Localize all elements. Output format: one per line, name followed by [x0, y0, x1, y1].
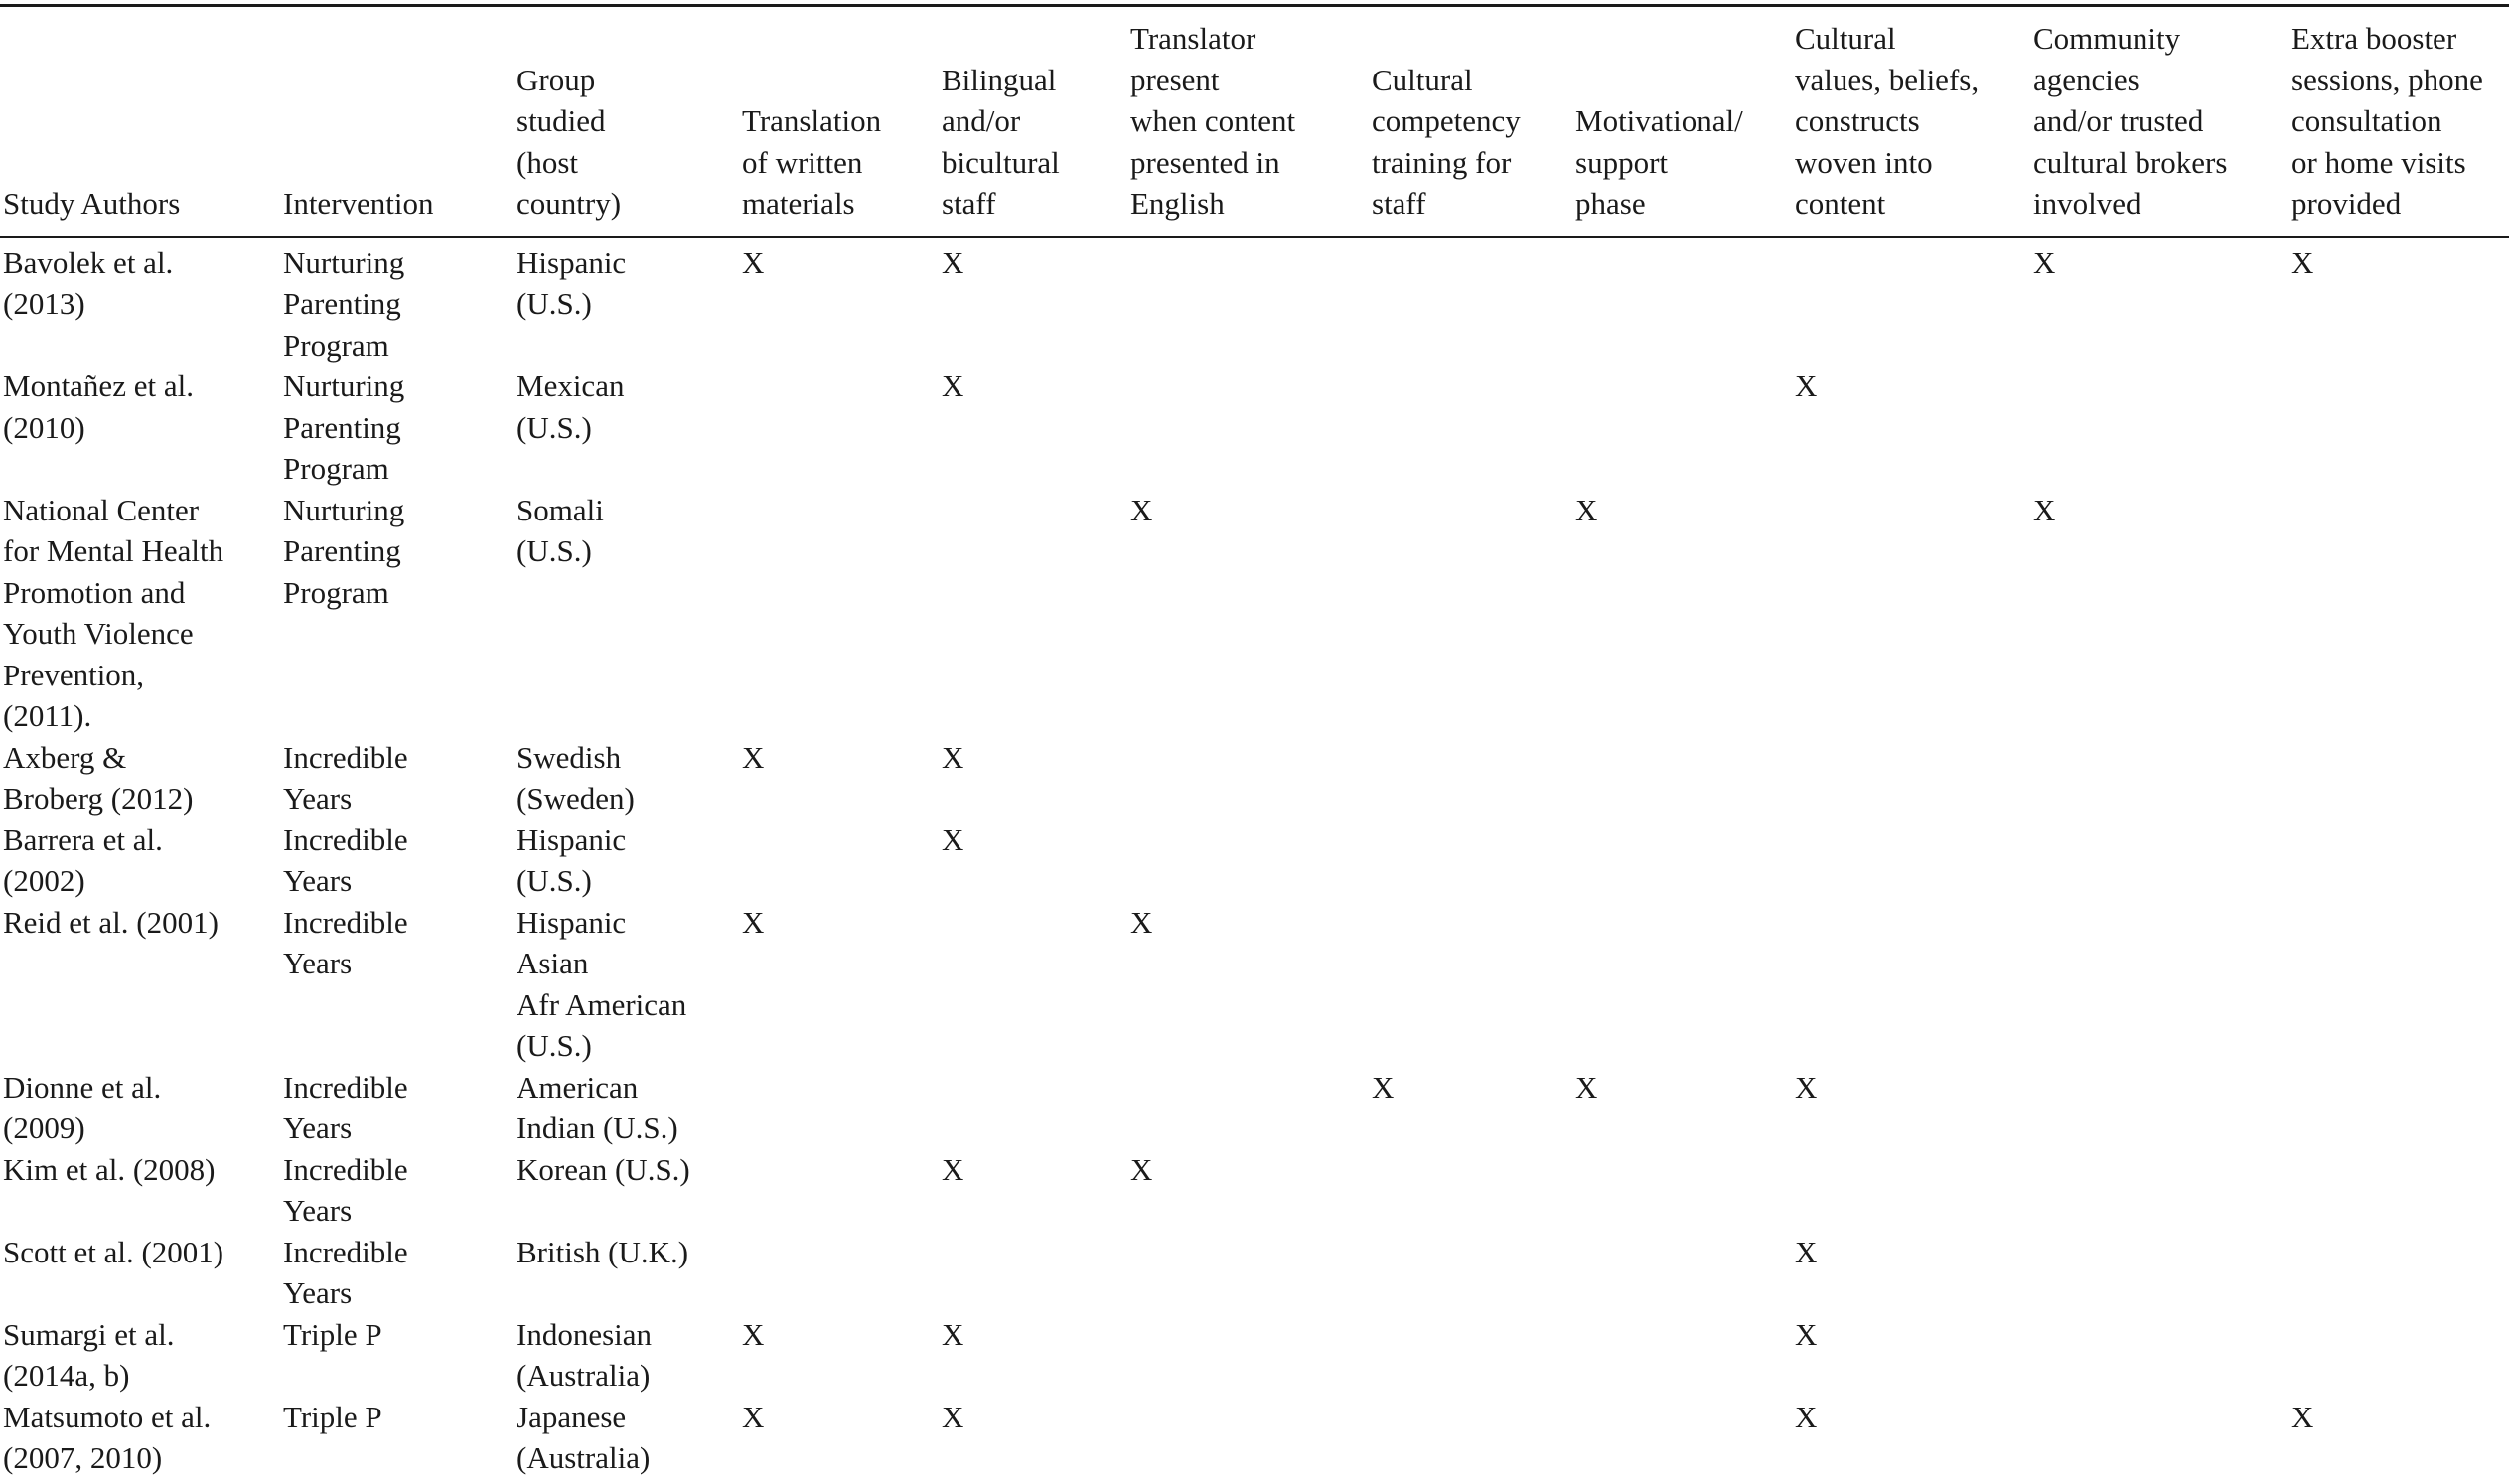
- bilingual-mark: [939, 490, 1127, 737]
- bilingual-mark: X: [942, 369, 964, 403]
- table-row: [0, 819, 2509, 902]
- header-bilingual-staff: Bilingual and/or bicultural staff: [942, 62, 1060, 221]
- community-mark: [2030, 1067, 2288, 1149]
- group-studied-cell: Hispanic Asian Afr American (U.S.): [517, 904, 687, 1063]
- translator-mark: [1127, 819, 1369, 902]
- intervention-cell: Nurturing Parenting Program: [283, 244, 405, 363]
- values-mark: [1792, 242, 2030, 367]
- study-authors-cell: Matsumoto et al. (2007, 2010): [3, 1399, 212, 1475]
- bilingual-mark: X: [942, 821, 964, 857]
- community-mark: [2030, 819, 2288, 902]
- bilingual-mark: [939, 1232, 1127, 1314]
- translation-mark: X: [742, 244, 765, 280]
- motivational-mark: [1572, 242, 1792, 367]
- translator-mark: [1127, 242, 1369, 367]
- intervention-cell: Incredible Years: [283, 904, 408, 980]
- intervention-cell: Incredible Years: [283, 1069, 408, 1145]
- table-row: [0, 737, 2509, 819]
- motivational-mark: [1572, 737, 1792, 819]
- translation-mark: [739, 490, 939, 737]
- values-mark: [1792, 902, 2030, 1067]
- booster-mark: [2288, 819, 2509, 902]
- header-cultural-competency: Cultural competency training for staff: [1372, 62, 1521, 221]
- booster-mark: [2288, 1067, 2509, 1149]
- bilingual-mark: [939, 1067, 1127, 1149]
- values-mark: X: [1795, 369, 1818, 403]
- study-authors-cell: Sumargi et al. (2014a, b): [3, 1316, 175, 1393]
- motivational-mark: [1572, 366, 1792, 490]
- motivational-mark: [1572, 1232, 1792, 1314]
- competency-mark: [1369, 1232, 1572, 1314]
- table-row: [0, 1314, 2509, 1397]
- translation-mark: X: [742, 904, 765, 940]
- translation-mark: X: [742, 1399, 765, 1434]
- study-authors-cell: National Center for Mental Health Promotion and Youth Violence Prevention, (2011).: [3, 492, 224, 733]
- intervention-cell: Incredible Years: [283, 739, 408, 816]
- values-mark: X: [1795, 1399, 1818, 1434]
- translation-mark: [739, 1149, 939, 1232]
- translator-mark: [1127, 1232, 1369, 1314]
- header-study-authors: Study Authors: [3, 186, 181, 221]
- values-mark: [1792, 737, 2030, 819]
- group-studied-cell: Hispanic (U.S.): [517, 244, 627, 321]
- booster-mark: [2288, 1314, 2509, 1397]
- translator-mark: X: [1130, 904, 1153, 940]
- table-row: [0, 902, 2509, 1067]
- booster-mark: [2288, 366, 2509, 490]
- group-studied-cell: Korean (U.S.): [517, 1151, 690, 1187]
- community-mark: [2030, 1232, 2288, 1314]
- community-mark: [2030, 366, 2288, 490]
- booster-mark: X: [2291, 1399, 2314, 1434]
- header-extra-booster: Extra booster sessions, phone consultation or home visits provided: [2291, 21, 2483, 221]
- study-authors-cell: Bavolek et al. (2013): [3, 244, 174, 321]
- bilingual-mark: X: [942, 1151, 964, 1187]
- values-mark: X: [1795, 1234, 1818, 1269]
- values-mark: [1792, 1149, 2030, 1232]
- table-body: [0, 242, 2509, 1479]
- header-group-studied: Group studied (host country): [517, 62, 622, 221]
- header-translator-present: Translator present when content presented in English: [1130, 21, 1296, 221]
- table-row: [0, 1232, 2509, 1314]
- study-authors-cell: Axberg & Broberg (2012): [3, 739, 194, 816]
- study-authors-cell: Scott et al. (2001): [3, 1234, 224, 1269]
- translation-mark: [739, 366, 939, 490]
- header-motivational-support: Motivational/ support phase: [1575, 103, 1743, 221]
- intervention-cell: Incredible Years: [283, 1151, 408, 1228]
- competency-mark: [1369, 366, 1572, 490]
- header-community-agencies: Community agencies and/or trusted cultural brokers involved: [2033, 21, 2228, 221]
- motivational-mark: X: [1575, 492, 1598, 527]
- booster-mark: [2288, 490, 2509, 737]
- motivational-mark: [1572, 1149, 1792, 1232]
- group-studied-cell: British (U.K.): [517, 1234, 689, 1269]
- competency-mark: X: [1372, 1069, 1395, 1105]
- translator-mark: [1127, 1397, 1369, 1479]
- group-studied-cell: Somali (U.S.): [517, 492, 604, 568]
- translation-mark: [739, 819, 939, 902]
- header-intervention: Intervention: [283, 186, 434, 221]
- table-row: [0, 1149, 2509, 1232]
- motivational-mark: [1572, 902, 1792, 1067]
- competency-mark: [1369, 242, 1572, 367]
- translation-mark: [739, 1067, 939, 1149]
- motivational-mark: [1572, 1314, 1792, 1397]
- community-mark: [2030, 1314, 2288, 1397]
- community-mark: [2030, 902, 2288, 1067]
- competency-mark: [1369, 1149, 1572, 1232]
- bilingual-mark: X: [942, 739, 964, 775]
- community-mark: [2030, 737, 2288, 819]
- motivational-mark: [1572, 819, 1792, 902]
- intervention-cell: Nurturing Parenting Program: [283, 369, 405, 486]
- competency-mark: [1369, 490, 1572, 737]
- table-row: [0, 242, 2509, 367]
- motivational-mark: X: [1575, 1069, 1598, 1105]
- table-row: [0, 490, 2509, 737]
- study-authors-cell: Reid et al. (2001): [3, 904, 219, 940]
- bilingual-mark: X: [942, 1399, 964, 1434]
- translator-mark: [1127, 737, 1369, 819]
- intervention-cell: Incredible Years: [283, 821, 408, 898]
- booster-mark: [2288, 902, 2509, 1067]
- community-mark: [2030, 1397, 2288, 1479]
- study-authors-cell: Montañez et al. (2010): [3, 369, 194, 445]
- intervention-cell: Nurturing Parenting Program: [283, 492, 405, 610]
- table-row: [0, 1067, 2509, 1149]
- header-translation-materials: Translation of written materials: [742, 103, 882, 221]
- group-studied-cell: Swedish (Sweden): [517, 739, 635, 816]
- bilingual-mark: [939, 902, 1127, 1067]
- intervention-cell: Triple P: [283, 1399, 382, 1434]
- table-row: [0, 366, 2509, 490]
- intervention-cell: Incredible Years: [283, 1234, 408, 1310]
- intervention-cell: Triple P: [283, 1316, 382, 1352]
- competency-mark: [1369, 1314, 1572, 1397]
- header-cultural-values: Cultural values, beliefs, constructs woven into content: [1795, 21, 1980, 221]
- group-studied-cell: Hispanic (U.S.): [517, 821, 627, 898]
- bilingual-mark: X: [942, 244, 964, 280]
- translator-mark: [1127, 1067, 1369, 1149]
- group-studied-cell: American Indian (U.S.): [517, 1069, 678, 1145]
- competency-mark: [1369, 737, 1572, 819]
- values-mark: [1792, 490, 2030, 737]
- group-studied-cell: Indonesian (Australia): [517, 1316, 653, 1393]
- table-top-rule: [0, 4, 2509, 7]
- study-authors-cell: Kim et al. (2008): [3, 1151, 216, 1187]
- translator-mark: [1127, 366, 1369, 490]
- competency-mark: [1369, 819, 1572, 902]
- cultural-adaptation-table: [0, 18, 2509, 1479]
- table-row: [0, 1397, 2509, 1479]
- translator-mark: [1127, 1314, 1369, 1397]
- booster-mark: [2288, 1149, 2509, 1232]
- translator-mark: X: [1130, 492, 1153, 527]
- booster-mark: [2288, 737, 2509, 819]
- group-studied-cell: Japanese (Australia): [517, 1399, 651, 1475]
- values-mark: [1792, 819, 2030, 902]
- competency-mark: [1369, 902, 1572, 1067]
- competency-mark: [1369, 1397, 1572, 1479]
- header-row: [0, 18, 2509, 226]
- translation-mark: X: [742, 1316, 765, 1352]
- study-authors-cell: Barrera et al. (2002): [3, 821, 163, 898]
- translation-mark: [739, 1232, 939, 1314]
- values-mark: X: [1795, 1069, 1818, 1105]
- values-mark: X: [1795, 1316, 1818, 1352]
- group-studied-cell: Mexican (U.S.): [517, 369, 625, 445]
- community-mark: X: [2033, 244, 2056, 280]
- translator-mark: X: [1130, 1151, 1153, 1187]
- bilingual-mark: X: [942, 1316, 964, 1352]
- community-mark: [2030, 1149, 2288, 1232]
- booster-mark: X: [2291, 244, 2314, 280]
- booster-mark: [2288, 1232, 2509, 1314]
- translation-mark: X: [742, 739, 765, 775]
- motivational-mark: [1572, 1397, 1792, 1479]
- study-authors-cell: Dionne et al. (2009): [3, 1069, 162, 1145]
- community-mark: X: [2033, 492, 2056, 527]
